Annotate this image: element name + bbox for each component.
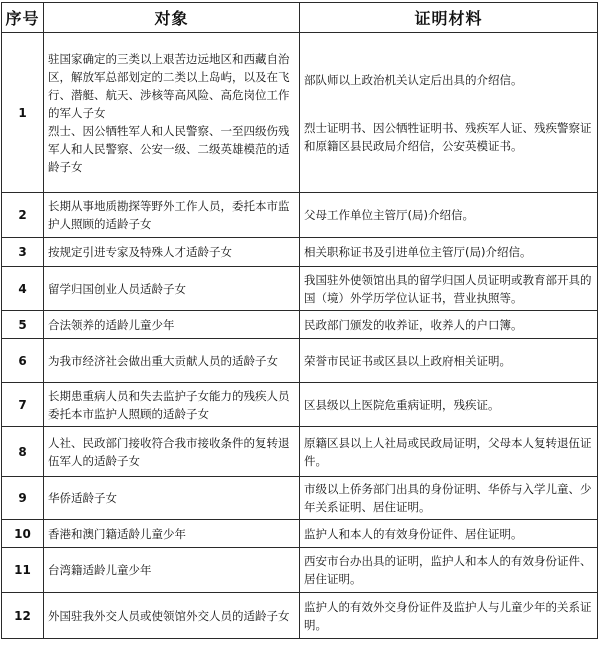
documents-text: 原籍区县以上人社局或民政局证明，父母本人复转退伍证件。 bbox=[300, 427, 598, 477]
row-number: 10 bbox=[2, 520, 44, 548]
object-text: 香港和澳门籍适龄儿童少年 bbox=[44, 520, 300, 548]
table-row bbox=[2, 593, 598, 639]
object-text: 留学归国创业人员适龄子女 bbox=[44, 267, 300, 311]
object-text: 华侨适龄子女 bbox=[44, 477, 300, 520]
documents-text: 父母工作单位主管厅(局)介绍信。 bbox=[300, 193, 598, 238]
documents-text: 市级以上侨务部门出具的身份证明、华侨与入学儿童、少年关系证明、居住证明。 bbox=[300, 477, 598, 520]
header-documents: 证明材料 bbox=[300, 3, 598, 33]
table-row bbox=[2, 383, 598, 427]
row-number: 8 bbox=[2, 427, 44, 477]
row-number: 11 bbox=[2, 548, 44, 593]
header-no: 序号 bbox=[2, 3, 44, 33]
object-text: 按规定引进专家及特殊人才适龄子女 bbox=[44, 238, 300, 267]
documents-text: 区县级以上医院危重病证明，残疾证。 bbox=[300, 383, 598, 427]
object-text: 驻国家确定的三类以上艰苦边远地区和西藏自治区，解放军总部划定的二类以上岛屿，以及在飞行、潜艇、航天、涉核等高风险、高危岗位工作的军人子女 bbox=[48, 51, 290, 120]
table-row bbox=[2, 238, 598, 267]
object-text: 台湾籍适龄儿童少年 bbox=[44, 548, 300, 593]
object-text: 为我市经济社会做出重大贡献人员的适龄子女 bbox=[44, 339, 300, 383]
object-text: 人社、民政部门接收符合我市接收条件的复转退伍军人的适龄子女 bbox=[44, 427, 300, 477]
row-number: 9 bbox=[2, 477, 44, 520]
table-row bbox=[2, 267, 598, 311]
row-number: 5 bbox=[2, 311, 44, 339]
documents-text: 我国驻外使领馆出具的留学归国人员证明或教育部开具的国（境）外学历学位认证书，营业执照等。 bbox=[300, 267, 598, 311]
row-number: 4 bbox=[2, 267, 44, 311]
header-row bbox=[2, 3, 598, 33]
eligibility-table bbox=[1, 2, 598, 639]
row-number: 7 bbox=[2, 383, 44, 427]
object-text: 长期从事地质勘探等野外工作人员，委托本市监护人照顾的适龄子女 bbox=[44, 193, 300, 238]
row-number: 1 bbox=[2, 33, 44, 193]
table-row bbox=[2, 548, 598, 593]
documents-text: 荣誉市民证书或区县以上政府相关证明。 bbox=[300, 339, 598, 383]
table-row bbox=[2, 33, 598, 193]
object-text: 合法领养的适龄儿童少年 bbox=[44, 311, 300, 339]
documents-text: 监护人和本人的有效身份证件、居住证明。 bbox=[300, 520, 598, 548]
table-row bbox=[2, 477, 598, 520]
table-row bbox=[2, 427, 598, 477]
object-cell bbox=[44, 33, 300, 193]
row-number: 12 bbox=[2, 593, 44, 639]
object-text: 长期患重病人员和失去监护子女能力的残疾人员委托本市监护人照顾的适龄子女 bbox=[44, 383, 300, 427]
row-number: 6 bbox=[2, 339, 44, 383]
header-object: 对象 bbox=[44, 3, 300, 33]
row-number: 2 bbox=[2, 193, 44, 238]
documents-text: 相关职称证书及引进单位主管厅(局)介绍信。 bbox=[300, 238, 598, 267]
documents-text: 部队师以上政治机关认定后出具的介绍信。 bbox=[304, 72, 523, 87]
documents-text: 西安市台办出具的证明，监护人和本人的有效身份证件、居住证明。 bbox=[300, 548, 598, 593]
table-row bbox=[2, 193, 598, 238]
object-text: 烈士、因公牺牲军人和人民警察、一至四级伤残军人和人民警察、公安一级、二级英雄模范的适龄子女 bbox=[48, 123, 290, 174]
object-text: 外国驻我外交人员或使领馆外交人员的适龄子女 bbox=[44, 593, 300, 639]
table-row bbox=[2, 339, 598, 383]
row-number: 3 bbox=[2, 238, 44, 267]
documents-text: 监护人的有效外交身份证件及监护人与儿童少年的关系证明。 bbox=[300, 593, 598, 639]
documents-text: 民政部门颁发的收养证，收养人的户口簿。 bbox=[300, 311, 598, 339]
table-row bbox=[2, 520, 598, 548]
table-row bbox=[2, 311, 598, 339]
documents-cell bbox=[300, 33, 598, 193]
documents-text: 烈士证明书、因公牺牲证明书、残疾军人证、残疾警察证和原籍区县民政局介绍信，公安英模证书。 bbox=[304, 120, 592, 153]
